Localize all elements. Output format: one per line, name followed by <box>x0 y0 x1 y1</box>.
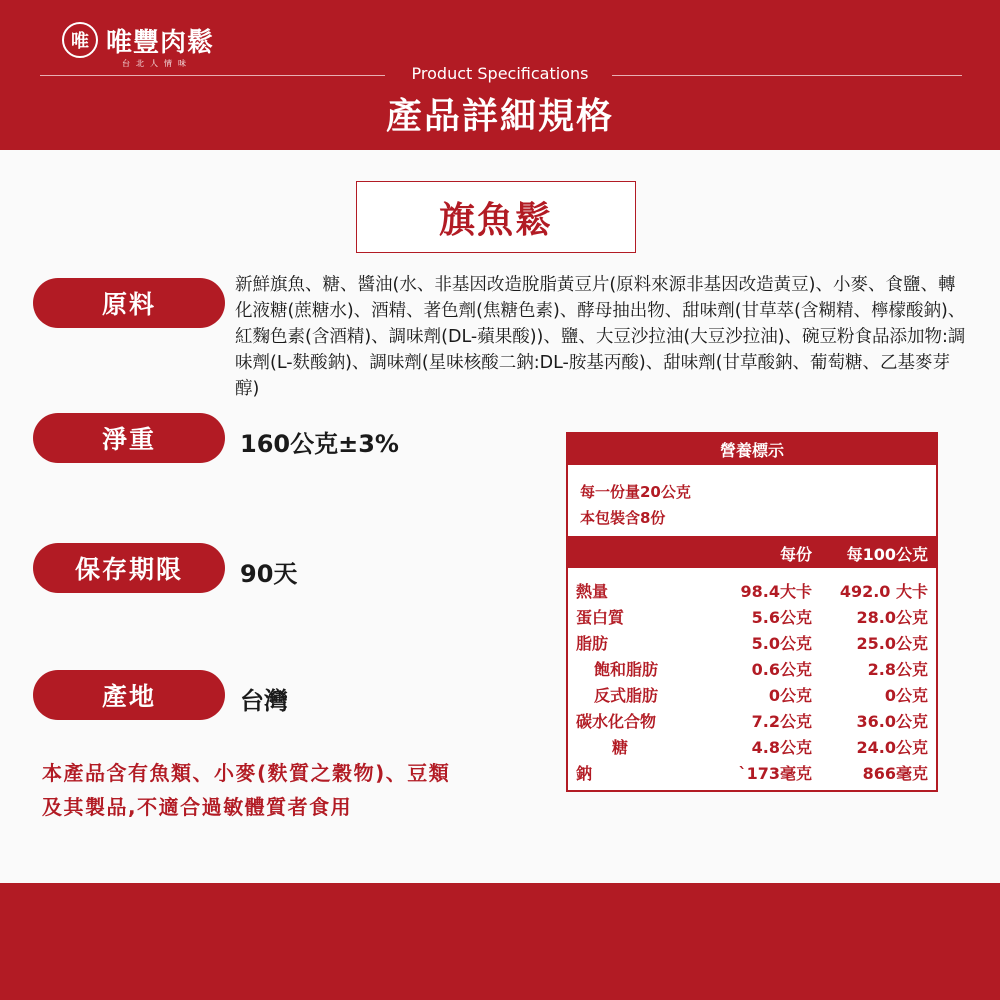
nutrient-name: 飽和脂肪 <box>594 660 659 679</box>
nutrient-name: 蛋白質 <box>576 608 625 627</box>
header-subtitle: Product Specifications <box>411 64 589 83</box>
table-row <box>568 577 936 603</box>
column-per-100g: 每100公克 <box>846 545 928 564</box>
brand-logo <box>62 18 232 70</box>
nutrient-per-serving: 7.2公克 <box>751 712 812 731</box>
origin-value: 台灣 <box>240 687 288 715</box>
table-row <box>568 707 936 733</box>
allergen-warning <box>42 756 522 824</box>
table-row <box>568 733 936 759</box>
brand-name: 唯豐肉鬆 <box>106 28 215 58</box>
nutrient-per-100g: 25.0公克 <box>856 634 928 653</box>
nutrient-per-serving: 5.6公克 <box>751 608 812 627</box>
table-row <box>568 603 936 629</box>
nutrient-name: 熱量 <box>576 582 609 601</box>
serving-size: 每一份量20公克 <box>580 483 691 501</box>
nutrition-title: 營養標示 <box>568 434 936 465</box>
nutrient-per-100g: 36.0公克 <box>856 712 928 731</box>
nutrient-per-100g: 492.0 大卡 <box>839 582 928 601</box>
ingredients-label: 原料 <box>33 278 225 328</box>
page-title: 產品詳細規格 <box>385 96 614 137</box>
nutrient-per-100g: 28.0公克 <box>856 608 928 627</box>
net-weight-value: 160公克±3% <box>240 430 399 458</box>
nutrient-per-serving: 5.0公克 <box>751 634 812 653</box>
header-divider-right <box>612 75 962 76</box>
allergen-warning-line1: 本產品含有魚類、小麥(麩質之穀物)、豆類 <box>42 761 451 785</box>
column-per-serving: 每份 <box>779 545 812 564</box>
nutrient-name: 鈉 <box>576 764 593 783</box>
nutrient-name: 碳水化合物 <box>576 712 657 731</box>
table-row <box>568 629 936 655</box>
nutrient-per-100g: 866毫克 <box>862 764 928 783</box>
net-weight-label: 淨重 <box>33 413 225 463</box>
allergen-warning-line2: 及其製品,不適合過敏體質者食用 <box>42 795 353 819</box>
shelf-life-value: 90天 <box>240 560 298 588</box>
nutrient-per-serving: 98.4大卡 <box>740 582 812 601</box>
nutrient-name: 脂肪 <box>576 634 609 653</box>
nutrient-per-serving: 0.6公克 <box>751 660 812 679</box>
nutrition-column-header <box>568 536 936 568</box>
nutrient-per-100g: 24.0公克 <box>856 738 928 757</box>
nutrient-name: 糖 <box>612 738 629 757</box>
header-divider-left <box>40 75 385 76</box>
servings-per-package: 本包裝含8份 <box>580 509 666 527</box>
nutrient-per-serving: `173毫克 <box>738 764 812 783</box>
product-name-box <box>356 181 636 253</box>
table-row <box>568 681 936 707</box>
nutrient-name: 反式脂肪 <box>594 686 659 705</box>
nutrient-per-100g: 0公克 <box>884 686 928 705</box>
table-row <box>568 655 936 681</box>
origin-label: 產地 <box>33 670 225 720</box>
nutrient-per-serving: 0公克 <box>768 686 812 705</box>
nutrition-table <box>566 432 938 792</box>
product-name: 旗魚鬆 <box>438 199 553 241</box>
ingredients-text: 新鮮旗魚、糖、醬油(水、非基因改造脫脂黃豆片(原料來源非基因改造黃豆)、小麥、食鹽、轉化液糖(蔗糖水)、酒精、著色劑(焦糖色素)、酵母抽出物、甜味劑(甘草萃(含糊精、檸檬酸鈉)、紅麴色素(含酒精)、調味劑(DL-蘋果酸))、鹽、大豆沙拉油(大豆沙拉油)、碗豆粉食品添加物:調味劑(L-麩酸鈉)、調味劑(星味核酸二鈉:DL-胺基丙酸)、甜味劑(甘草酸鈉、葡萄糖、乙基麥芽醇) <box>235 275 966 399</box>
footer-band <box>0 883 1000 1000</box>
shelf-life-label: 保存期限 <box>33 543 225 593</box>
table-row <box>568 759 936 785</box>
brand-mark-icon: 唯 <box>62 22 98 58</box>
nutrient-per-serving: 4.8公克 <box>751 738 812 757</box>
brand-tagline: 台北人情味 <box>122 59 192 68</box>
nutrient-per-100g: 2.8公克 <box>867 660 928 679</box>
